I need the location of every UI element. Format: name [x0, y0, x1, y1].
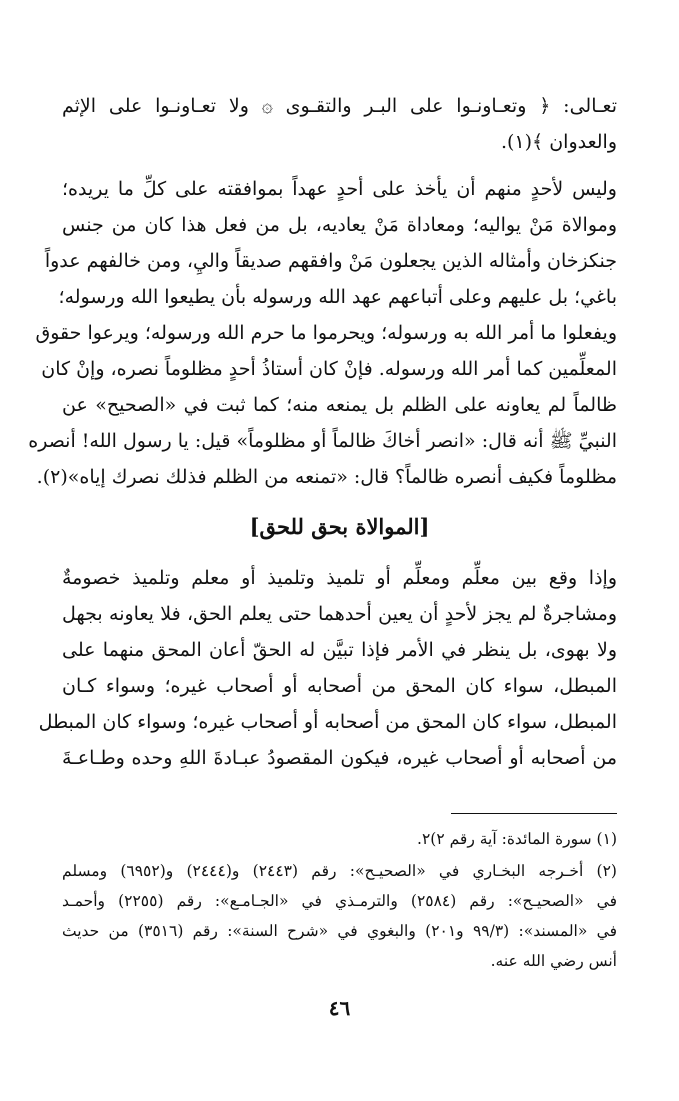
- text-line: ويفعلوا ما أمر الله به ورسوله؛ ويحرموا ما حرم الله ورسوله؛ ويرعوا حقوق: [35, 322, 617, 344]
- text-line: المبطل، سواء كان المحق من أصحابه أو أصحاب غيره؛ وسواء كـان: [62, 675, 617, 697]
- text-line: النبيِّ ﷺ أنه قال: «انصر أخاكَ ظالماً أو مظلوماً» قيل: يا رسول الله! أنصره: [28, 430, 617, 452]
- text-line: ومشاجرةٌ لم يجز لأحدٍ أن يعين أحدهما حتى يعلم الحق، فلا يعاونه بجهل: [62, 603, 617, 625]
- footnote-line: في «المسند»: (٩٩/٣ و٢٠١) والبغوي في «شرح السنة»: رقم (٣٥١٦) من حديث: [62, 922, 617, 940]
- footnote-line: في «الصحيـح»: رقم (٢٥٨٤) والترمـذي في «الجـامـع»: رقم (٢٢٥٥) وأحمـد: [62, 892, 617, 910]
- text-line: والعدوان ﴾(١).: [500, 131, 617, 153]
- text-line: وليس لأحدٍ منهم أن يأخذ على أحدٍ عهداً بموافقته على كلِّ ما يريده؛: [62, 178, 617, 200]
- text-line: مظلوماً فكيف أنصره ظالماً؟ قال: «تمنعه من الظلم فذلك نصرك إياه»(٢).: [36, 466, 617, 488]
- footnote-line: (١) سورة المائدة: آية رقم ٢)٢.: [417, 830, 617, 848]
- text-line: ظالماً لم يعاونه على الظلم بل يمنعه منه؛ كما ثبت في «الصحيح» عن: [62, 394, 617, 416]
- text-line: ولا بهوى، بل ينظر في الأمر فإذا تبيَّن له الحقّ أعان المحق منهما على: [62, 639, 617, 661]
- page-number: ٤٦: [328, 996, 351, 1020]
- footnote-line: أنس رضي الله عنه.: [490, 952, 617, 970]
- text-line: تعـالى: ﴿ وتعـاونـوا على البـر والتقـوى ۞ ولا تعـاونـوا على الإثم: [62, 95, 617, 117]
- text-line: باغي؛ بل عليهم وعلى أتباعهم عهد الله ورسوله بأن يطيعوا الله ورسوله؛: [58, 286, 617, 308]
- text-line: جنكزخان وأمثاله الذين يجعلون مَنْ وافقهم صديقاً واليِ، ومن خالفهم عدواً: [44, 250, 617, 272]
- text-line: من أصحابه أو أصحاب غيره، فيكون المقصودُ عبـادةَ اللهِ وحده وطـاعـةَ: [62, 747, 617, 769]
- text-line: المعلِّمين كما أمر الله ورسوله. فإنْ كان أستاذُ أحدٍ مظلوماً نصره، وإنْ كان: [41, 358, 617, 380]
- footnote-separator: [451, 813, 617, 814]
- text-line: المبطل، سواء كان المحق من أصحابه أو أصحاب غيره؛ وسواء كان المبطل: [38, 711, 617, 733]
- text-line: وموالاة مَنْ يواليه؛ ومعاداة مَنْ يعاديه، بل من فعل هذا كان من جنس: [62, 214, 617, 236]
- section-heading: [الموالاة بحق للحق]: [249, 514, 430, 539]
- footnote-line: (٢) أخـرجه البخـاري في «الصحيـح»: رقم (٢٤٤٣) و(٢٤٤٤) و(٦٩٥٢) ومسلم: [62, 862, 617, 880]
- text-line: وإذا وقع بين معلِّم ومعلِّم أو تلميذ وتلميذ أو معلم وتلميذ خصومةٌ: [62, 567, 617, 589]
